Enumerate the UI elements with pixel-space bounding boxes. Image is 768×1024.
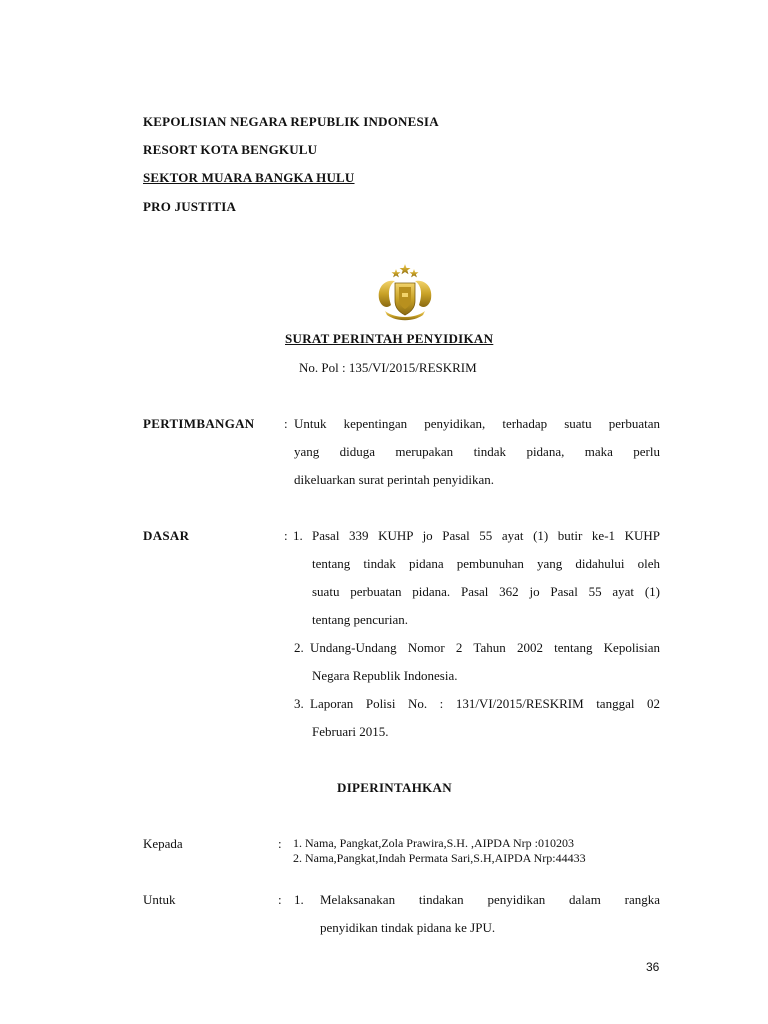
header-line-2: RESORT KOTA BENGKULU <box>143 142 318 157</box>
dasar-label: DASAR <box>143 528 190 543</box>
kepada-item-1: 1. Nama, Pangkat,Zola Prawira,S.H. ,AIPDA Nrp :010203 <box>293 836 574 850</box>
dasar-colon: : <box>284 528 288 543</box>
header-line-3: SEKTOR MUARA BANGKA HULU <box>143 170 355 185</box>
untuk-label: Untuk <box>143 892 176 907</box>
dasar-item-1-line-2: tentang tindak pidana pembunuhan yang didahului oleh <box>312 556 660 571</box>
pertimbangan-line-2: yang diduga merupakan tindak pidana, maka perlu <box>294 444 660 459</box>
police-emblem-icon <box>365 263 445 323</box>
page-number: 36 <box>646 960 660 974</box>
pertimbangan-label: PERTIMBANGAN <box>143 416 255 431</box>
document-title: SURAT PERINTAH PENYIDIKAN <box>285 331 494 346</box>
untuk-colon: : <box>278 892 282 907</box>
untuk-num: 1. <box>294 892 304 907</box>
untuk-line-1: Melaksanakan tindakan penyidikan dalam rangka <box>320 892 660 907</box>
diperintahkan-heading: DIPERINTAHKAN <box>337 780 452 795</box>
kepada-label: Kepada <box>143 836 183 851</box>
pertimbangan-line-3: dikeluarkan surat perintah penyidikan. <box>294 472 494 487</box>
dasar-item-3-num: 3. <box>294 696 304 711</box>
dasar-item-1-line-3: suatu perbuatan pidana. Pasal 362 jo Pasal 55 ayat (1) <box>312 584 660 599</box>
document-number: No. Pol : 135/VI/2015/RESKRIM <box>299 360 477 375</box>
dasar-item-2-line-1: Undang-Undang Nomor 2 Tahun 2002 tentang Kepolisian <box>310 640 660 655</box>
dasar-item-1-line-1: Pasal 339 KUHP jo Pasal 55 ayat (1) butir ke-1 KUHP <box>312 528 660 543</box>
dasar-item-3-line-2: Februari 2015. <box>312 724 389 739</box>
dasar-item-1-line-4: tentang pencurian. <box>312 612 409 627</box>
untuk-line-2: penyidikan tindak pidana ke JPU. <box>320 920 496 935</box>
kepada-colon: : <box>278 836 282 851</box>
dasar-item-2-num: 2. <box>294 640 304 655</box>
header-line-1: KEPOLISIAN NEGARA REPUBLIK INDONESIA <box>143 114 439 129</box>
pertimbangan-line-1: Untuk kepentingan penyidikan, terhadap suatu perbuatan <box>294 416 660 431</box>
dasar-item-3-line-1: Laporan Polisi No. : 131/VI/2015/RESKRIM tanggal 02 <box>310 696 660 711</box>
dasar-item-1-num: 1. <box>293 528 303 543</box>
dasar-item-2-line-2: Negara Republik Indonesia. <box>312 668 458 683</box>
kepada-item-2: 2. Nama,Pangkat,Indah Permata Sari,S.H,AIPDA Nrp:44433 <box>293 851 586 865</box>
pertimbangan-colon: : <box>284 416 288 431</box>
header-line-4: PRO JUSTITIA <box>143 199 237 214</box>
